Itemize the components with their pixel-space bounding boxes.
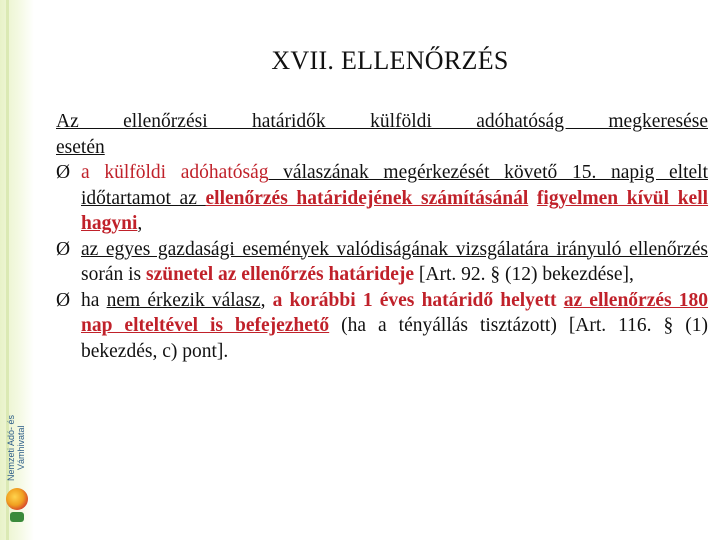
b2-d: [Art. 92. § (12) bekezdése],	[414, 264, 634, 285]
intro-line-2	[56, 135, 708, 161]
arrow-bullet-icon: Ø	[56, 162, 71, 183]
intro-line-1	[56, 109, 708, 135]
b1-f: ,	[137, 213, 143, 234]
b2-b: során is	[81, 264, 146, 285]
b3-f: az ellenőrzés 180 nap elteltével is befejezhető	[81, 289, 709, 336]
emblem-icon	[6, 488, 28, 510]
b1-b: válaszának megérkezését követő 15. napig eltelt időtartamot az	[81, 162, 708, 209]
arrow-bullet-icon: Ø	[56, 289, 71, 311]
slide-body	[56, 109, 708, 364]
logo-text: Nemzeti Adó- és Vámhivatal	[6, 414, 26, 482]
slide-title: XVII. ELLENŐRZÉS	[271, 46, 509, 75]
b2-c: szünetel az ellenőrzés határideje	[146, 264, 415, 285]
bullet-list	[56, 160, 708, 364]
b1-e: figyelmen kívül kell hagyni	[81, 187, 709, 234]
b3-a: ha	[81, 289, 107, 311]
emblem-base-icon	[10, 512, 24, 522]
bullet-item-1	[56, 160, 708, 237]
bullet-item-2	[56, 237, 708, 288]
b3-e	[557, 290, 564, 311]
b2-a: az egyes gazdasági események valódiságának vizsgálatára irányuló ellenőrzés	[81, 238, 708, 260]
arrow-bullet-icon: Ø	[56, 238, 71, 260]
b3-g: (ha a tényállás tisztázott) [Art. 116. § (1) bekezdés, c) pont].	[81, 315, 708, 362]
intro-text-1: Az ellenőrzési határidők külföldi adóhatóság megkeresése	[56, 111, 708, 132]
left-decorative-bar	[0, 0, 34, 540]
b3-d: a korábbi 1 éves határidő helyett	[272, 289, 557, 311]
bullet-item-3	[56, 288, 708, 365]
b1-d	[528, 188, 537, 209]
nav-logo	[2, 400, 32, 530]
intro-text-2: esetén	[56, 136, 105, 158]
b3-c: ,	[260, 289, 273, 311]
b1-c: ellenőrzés határidejének számításánál	[205, 187, 529, 209]
b1-a: a külföldi adóhatóság	[81, 162, 269, 183]
b3-b: nem érkezik válasz	[106, 289, 261, 311]
